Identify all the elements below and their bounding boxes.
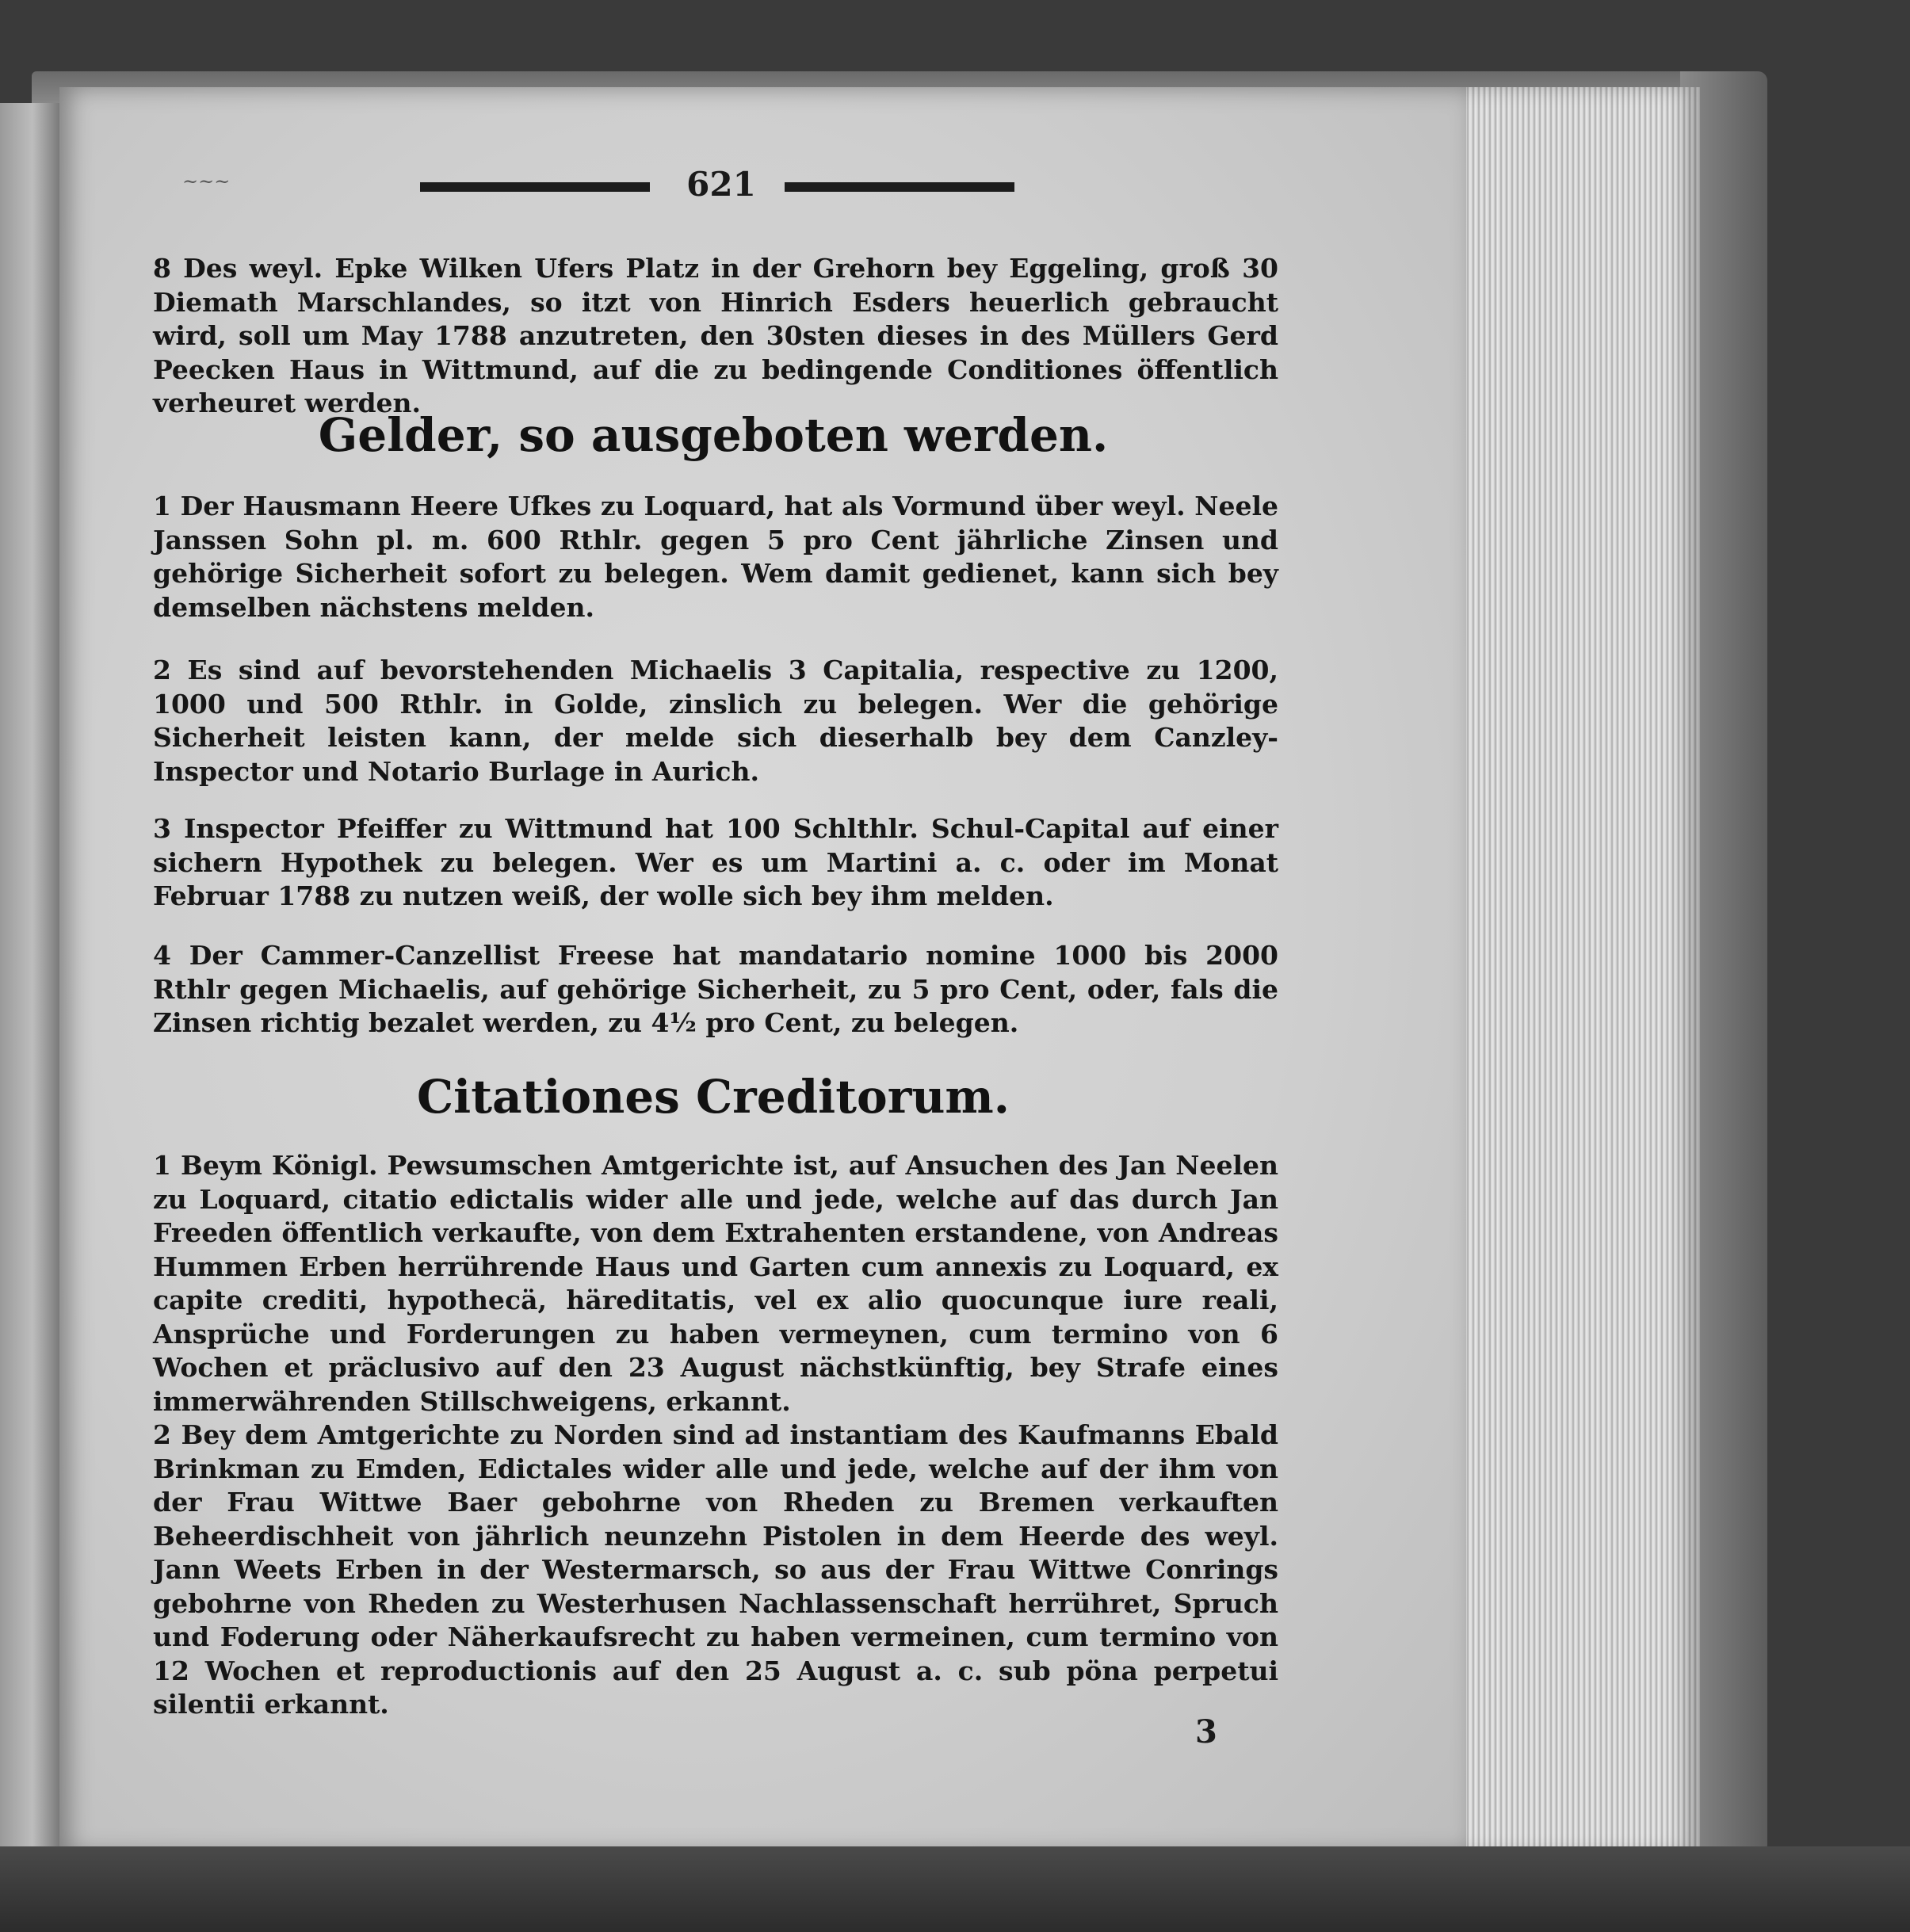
paragraph-gelder-4: 4 Der Cammer-Canzellist Freese hat mandatario nomine 1000 bis 2000 Rthlr gegen Michaelis, auf gehörige Sicherheit, zu 5 pro Cent, oder, fals die Zinsen richtig bezalet werden, zu 4½ pro Cent, zu belegen. [153,940,1278,1038]
paragraph-gelder-2: 2 Es sind auf bevorstehenden Michaelis 3 Capitalia, respective zu 1200, 1000 und 500 Rthlr. in Golde, zinslich zu belegen. Wer die gehörige Sicherheit leisten kann, der melde sich dieserhalb bey dem Canzley-Inspector und Notario Burlage in Aurich. [153,655,1278,787]
paragraph-citationes-1: 1 Beym Königl. Pewsumschen Amtgerichte ist, auf Ansuchen des Jan Neelen zu Loquard, citatio edictalis wider alle und jede, welche auf das durch Jan Freeden öffentlich verkaufte, von dem Extrahenten erstandene, von Andreas Hummen Erben herrührende Haus und Garten cum annexis zu Loquard, ex capite crediti, hypothecä, häreditatis, vel ex alio quocunque iure reali, Ansprüche und Forderungen zu haben vermeynen, cum termino von 6 Wochen et präclusivo auf den 23 August nächstkünftig, bey Strafe eines immerwährenden Stillschweigens, erkannt. [153,1150,1278,1417]
header-rule-right [785,182,1014,192]
header-smudge: ~~~ [182,170,231,193]
page-header [420,165,1022,204]
left-page-edge [0,103,59,1846]
header-rule-left [420,182,650,192]
paragraph-gelder-3: 3 Inspector Pfeiffer zu Wittmund hat 100 Schlthlr. Schul-Capital auf einer sichern Hypothek zu belegen. Wer es um Martini a. c. oder im Monat Februar 1788 zu nutzen weiß, der wolle sich bey ihm melden. [153,813,1278,911]
paragraph-property-8: 8 Des weyl. Epke Wilken Ufers Platz in der Grehorn bey Eggeling, groß 30 Diemath Marschlandes, so itzt von Hinrich Esders heuerlich gebraucht wird, soll um May 1788 anzutreten, den 30sten dieses in des Müllers Gerd Peecken Haus in Wittmund, auf die zu bedingende Conditiones öffentlich verheuret werden. [153,253,1278,418]
paragraph-citationes-2: 2 Bey dem Amtgerichte zu Norden sind ad instantiam des Kaufmanns Ebald Brinkman zu Emden, Edictales wider alle und jede, welche auf der ihm von der Frau Wittwe Baer gebohrne von Rheden zu Bremen verkauften Beheerdischheit von jährlich neunzehn Pistolen in dem Heerde des weyl. Jann Weets Erben in der Westermarsch, so aus der Frau Wittwe Conrings gebohrne von Rheden zu Westerhusen Nachlassenschaft herrühret, Spruch und Foderung oder Näherkaufsrecht zu haben vermeinen, cum termino von 12 Wochen et reproductionis auf den 25 August a. c. sub pöna perpetui silentii erkannt. [153,1419,1278,1720]
page-number: 621 [686,165,756,204]
page-fore-edges [1458,87,1700,1854]
paragraph-gelder-1: 1 Der Hausmann Heere Ufkes zu Loquard, hat als Vormund über weyl. Neele Janssen Sohn pl. m. 600 Rthlr. gegen 5 pro Cent jährliche Zinsen und gehörige Sicherheit sofort zu belegen. Wem damit gedienet, kann sich bey demselben nächstens melden. [153,491,1278,623]
heading-gelder: Gelder, so ausgeboten werden. [318,408,1109,462]
bottom-shadow [0,1846,1910,1932]
catchword: 3 [1195,1713,1217,1751]
heading-citationes: Citationes Creditorum. [417,1070,1010,1124]
